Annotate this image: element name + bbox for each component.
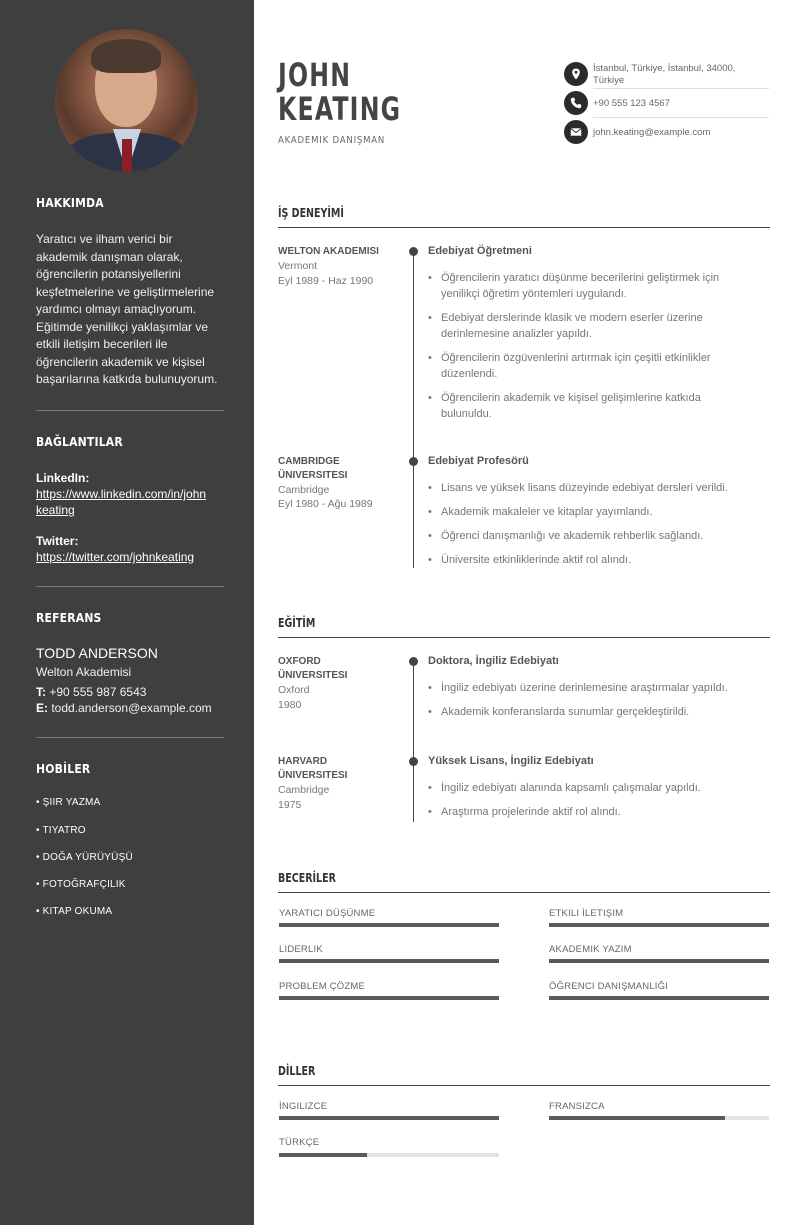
duty-bullet: • Lisans ve yüksek lisans düzeyinde edebiyat dersleri verildi. (428, 480, 758, 496)
language-bar-fill (279, 1153, 367, 1157)
timeline-dot (409, 657, 418, 666)
language-label: TÜRKÇE (279, 1137, 320, 1148)
duty-bullet: • Akademik makaleler ve kitaplar yayımlandı. (428, 504, 758, 520)
full-name: JOHN KEATING (278, 56, 402, 128)
section-rule (278, 227, 770, 228)
skill-bar (549, 923, 769, 927)
education-bullet: • Akademik konferanslarda sunumlar gerçekleştirildi. (428, 704, 758, 720)
timeline-dot (409, 457, 418, 466)
reference-org: Welton Akademisi (36, 665, 132, 679)
duty-bullet: • Öğrenci danışmanlığı ve akademik rehberlik sağlandı. (428, 528, 758, 544)
language-label: İNGILIZCE (279, 1101, 328, 1112)
employer-name: CAMBRIDGE ÜNIVERSITESI (278, 456, 348, 481)
employer-location: Cambridge (278, 484, 330, 496)
reference-heading: REFERANS (36, 611, 102, 625)
language-bar (279, 1116, 499, 1120)
language-bar-fill (549, 1116, 725, 1120)
section-rule (278, 1085, 770, 1086)
profile-photo (55, 29, 198, 172)
timeline-line (413, 251, 414, 568)
skill-bar-fill (549, 923, 769, 927)
skill-bar (549, 996, 769, 1000)
degree-title: Yüksek Lisans, İngiliz Edebiyatı (428, 755, 594, 767)
school-location: Oxford (278, 684, 310, 696)
school-name: HARVARD ÜNIVERSITESI (278, 756, 348, 781)
duty-bullet: • Öğrencilerin akademik ve kişisel gelişimlerine katkıda bulunuldu. (428, 390, 758, 422)
hobby-item: • ŞIIR YAZMA (36, 797, 101, 808)
about-heading: HAKKIMDA (36, 196, 104, 210)
skill-bar-fill (279, 959, 499, 963)
skill-label: PROBLEM ÇÖZME (279, 981, 365, 992)
timeline-line (413, 661, 414, 822)
timeline-dot (409, 247, 418, 256)
employer-name: WELTON AKADEMISI (278, 246, 379, 257)
hobby-item: • KITAP OKUMA (36, 906, 113, 917)
job-role: Edebiyat Profesörü (428, 455, 529, 467)
skill-label: AKADEMIK YAZIM (549, 944, 632, 955)
employer-location: Vermont (278, 260, 318, 272)
skill-bar (549, 959, 769, 963)
linkedin-label: LinkedIn: (36, 471, 90, 485)
twitter-link[interactable]: https://twitter.com/johnkeating (36, 550, 195, 564)
about-text: Yaratıcı ve ilham verici bir akademik danışman olarak, öğrencilerin potansiyellerini keşfetmelerine ve geliştirmelerine yardımcı olmayı amaçlıyorum. Eğitimde yenilikçi yaklaşımlar ve etkili iletişim becerileri ile öğrencilerin akademik ve kişisel başarılarına katkıda bulunuyorum. (36, 232, 218, 386)
hobby-item: • DOĞA YÜRÜYÜŞÜ (36, 852, 133, 863)
linkedin-link[interactable]: https://www.linkedin.com/in/john keating (36, 487, 207, 517)
duty-bullet: • Öğrencilerin yaratıcı düşünme becerilerini geliştirmek için yenilikçi öğretim yöntemleri uygulandı. (428, 270, 758, 302)
divider (36, 410, 224, 411)
skill-bar-fill (549, 996, 769, 1000)
twitter-label: Twitter: (36, 534, 79, 548)
language-label: FRANSIZCA (549, 1101, 605, 1112)
language-bar (279, 1153, 499, 1157)
duty-bullet: • Üniversite etkinliklerinde aktif rol alındı. (428, 552, 758, 568)
hobbies-heading: HOBİLER (36, 762, 91, 776)
skill-label: ETKILI İLETIŞIM (549, 908, 624, 919)
education-bullet: • İngiliz edebiyatı alanında kapsamlı çalışmalar yapıldı. (428, 780, 758, 796)
language-bar (549, 1116, 769, 1120)
graduation-year: 1980 (278, 699, 302, 711)
location-icon (564, 62, 588, 86)
education-bullet: • İngiliz edebiyatı üzerine derinlemesine araştırmalar yapıldı. (428, 680, 758, 696)
divider (36, 586, 224, 587)
school-location: Cambridge (278, 784, 330, 796)
reference-phone: T: +90 555 987 6543 (36, 685, 147, 699)
employment-dates: Eyl 1980 - Ağu 1989 (278, 498, 373, 510)
school-name: OXFORD ÜNIVERSITESI (278, 656, 348, 681)
hobby-item: • FOTOĞRAFÇILIK (36, 879, 126, 890)
graduation-year: 1975 (278, 799, 302, 811)
timeline-dot (409, 757, 418, 766)
language-bar-fill (279, 1116, 499, 1120)
job-role: Edebiyat Öğretmeni (428, 245, 532, 257)
skill-bar (279, 923, 499, 927)
degree-title: Doktora, İngiliz Edebiyatı (428, 655, 559, 667)
reference-name: TODD ANDERSON (36, 645, 158, 661)
education-bullet: • Araştırma projelerinde aktif rol alındı. (428, 804, 758, 820)
sidebar (0, 0, 254, 1225)
mail-icon (564, 120, 588, 144)
skill-label: ÖĞRENCI DANIŞMANLIĞI (549, 981, 669, 992)
reference-email: E: todd.anderson@example.com (36, 701, 212, 715)
skill-bar-fill (279, 996, 499, 1000)
links-heading: BAĞLANTILAR (36, 435, 123, 449)
skills-heading: BECERİLER (278, 871, 336, 885)
skill-label: LIDERLIK (279, 944, 323, 955)
duty-bullet: • Edebiyat derslerinde klasik ve modern eserler üzerine derinlemesine analizler yapıldı. (428, 310, 758, 342)
phone-icon (564, 91, 588, 115)
skill-bar (279, 959, 499, 963)
languages-heading: DİLLER (278, 1064, 316, 1078)
job-title: AKADEMIK DANIŞMAN (278, 135, 386, 146)
section-rule (278, 892, 770, 893)
duty-bullet: • Öğrencilerin özgüvenlerini artırmak için çeşitli etkinlikler düzenlendi. (428, 350, 758, 382)
skill-label: YARATICI DÜŞÜNME (279, 908, 376, 919)
employment-dates: Eyl 1989 - Haz 1990 (278, 275, 374, 287)
skill-bar-fill (279, 923, 499, 927)
section-rule (278, 637, 770, 638)
skill-bar (279, 996, 499, 1000)
hobby-item: • TIYATRO (36, 825, 86, 836)
divider (36, 737, 224, 738)
experience-heading: İŞ DENEYİMİ (278, 206, 344, 220)
education-heading: EĞİTİM (278, 616, 316, 630)
skill-bar-fill (549, 959, 769, 963)
